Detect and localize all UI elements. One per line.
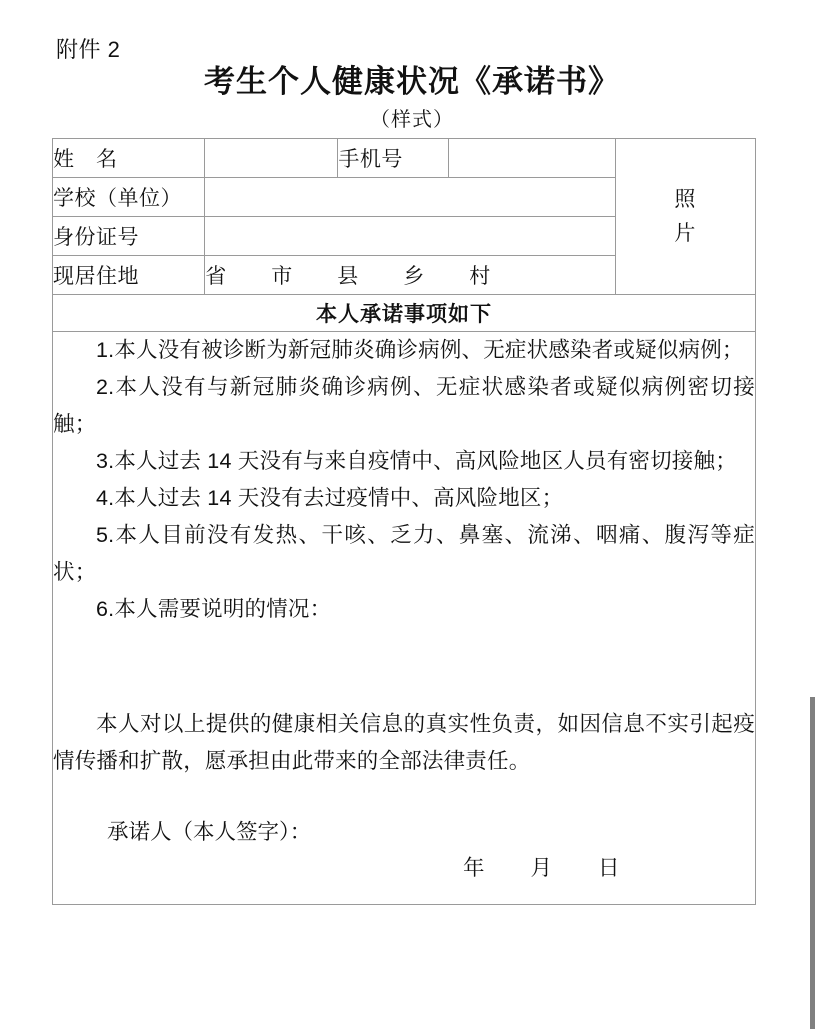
- id-number-label: 身份证号: [53, 217, 205, 256]
- table-row-section-heading: [53, 295, 756, 332]
- health-commitment-form: [52, 138, 756, 905]
- date-label[interactable]: 年 月 日: [463, 856, 621, 880]
- photo-label-line1: 照: [674, 187, 697, 211]
- vertical-scrollbar[interactable]: [810, 697, 815, 1029]
- signature-label[interactable]: 承诺人（本人签字）：: [107, 820, 312, 844]
- name-label: 姓 名: [53, 139, 205, 178]
- commitment-body: [53, 332, 756, 905]
- id-number-field[interactable]: [205, 217, 616, 256]
- school-field[interactable]: [205, 178, 616, 217]
- signature-spacer: [53, 780, 755, 814]
- commitment-item-4: 4.本人过去 14 天没有去过疫情中、高风险地区；: [96, 486, 564, 510]
- commitment-item-3: 3.本人过去 14 天没有与来自疫情中、高风险地区人员有密切接触；: [96, 449, 737, 473]
- commitment-item-1: 1.本人没有被诊断为新冠肺炎确诊病例、无症状感染者或疑似病例；: [96, 338, 744, 362]
- page-title: 考生个人健康状况《承诺书》: [204, 64, 620, 99]
- name-field[interactable]: [205, 139, 338, 178]
- commitment-section-heading: 本人承诺事项如下: [53, 295, 756, 332]
- commitment-item-2: 2.本人没有与新冠肺炎确诊病例、无症状感染者或疑似病例密切接触；: [53, 375, 755, 436]
- commitment-item-5: 5.本人目前没有发热、干咳、乏力、鼻塞、流涕、咽痛、腹泻等症状；: [53, 523, 755, 584]
- explanation-write-in-area[interactable]: [53, 628, 755, 706]
- bottom-spacer: [53, 886, 755, 904]
- table-row-name: [53, 139, 756, 178]
- residence-label: 现居住地: [53, 256, 205, 295]
- phone-label: 手机号: [338, 139, 448, 178]
- school-label: 学校（单位）: [53, 178, 205, 217]
- photo-label-line2: 片: [674, 221, 697, 245]
- table-row-commitment-body: [53, 332, 756, 905]
- commitment-item-6: 6.本人需要说明的情况：: [96, 597, 332, 621]
- residence-field[interactable]: 省 市 县 乡 村: [205, 256, 616, 295]
- attachment-label: 附件 2: [56, 37, 121, 62]
- responsibility-statement: 本人对以上提供的健康相关信息的真实性负责，如因信息不实引起疫情传播和扩散，愿承担由此带来的全部法律责任。: [53, 712, 755, 773]
- phone-field[interactable]: [448, 139, 615, 178]
- document-subtitle: （样式）: [370, 109, 454, 131]
- photo-placeholder: [615, 139, 755, 295]
